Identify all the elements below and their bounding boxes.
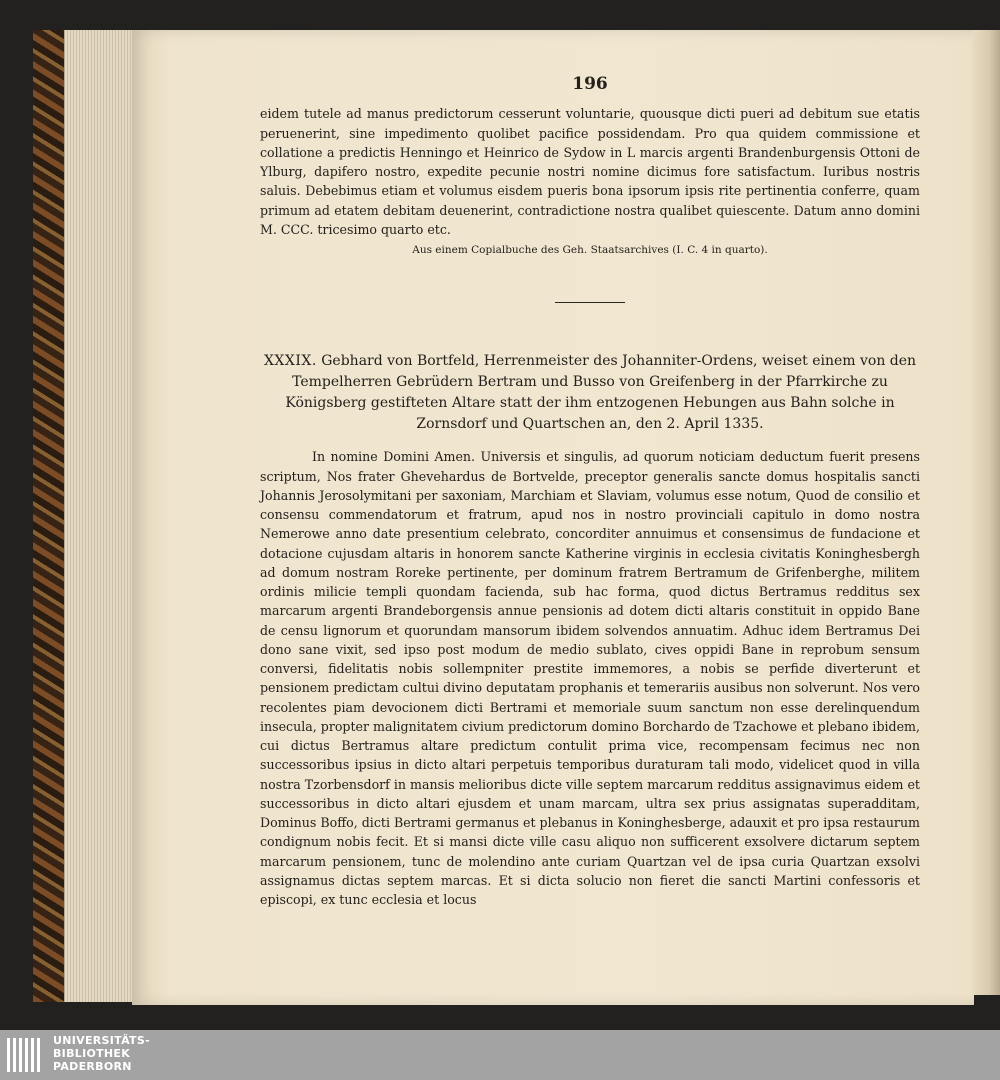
page-number: 196 [572,74,608,94]
paragraph-continued: eidem tutele ad manus predictorum cesserunt voluntarie, quousque dicti pueri ad debitum sue etatis peruenerint, sine impedimento quolibet pacifice possidendam. Pro qua quidem commissione et collatione a predictis Henningo et Heinrico de Sydow in L marcis argenti Brandenburgensis Ottoni de Ylburg, dapifero nostro, expedite pecunie nostri nomine dicimus fore satisfactum. Iuribus nostris saluis. Debebimus etiam et volumus eisdem pueris bona ipsorum ipsis rite pertinentia conferre, quam primum ad etatem debitam deuenerint, contradictione nostra qualibet quiescente. Datum anno domini M. CCC. tricesimo quarto etc. [260,106,920,237]
document-number: XXXIX. [263,353,317,370]
source-note: Aus einem Copialbuche des Geh. Staatsarchives (I. C. 4 in quarto). [412,244,768,256]
library-name-line-3: PADERBORN [53,1060,132,1073]
document-heading [260,351,920,435]
library-footer-bar [0,1030,1000,1080]
library-name-line-1: UNIVERSITÄTS- [53,1034,150,1047]
university-library-name [53,1034,150,1073]
library-name-line-2: BIBLIOTHEK [53,1047,131,1060]
document-heading-text: Gebhard von Bortfeld, Herrenmeister des Johanniter-Ordens, weiset einem von den Tempelherren Gebrüdern Bertram und Busso von Greifenberg in der Pfarrkirche zu Königsberg gestifteten Altare statt der ihm entzogenen Hebungen aus Bahn solche in Zornsdorf und Quartschen an, den 2. April 1335. [285,353,917,433]
section-divider [555,302,625,303]
university-logo-icon [4,1034,46,1076]
page-content [260,75,920,909]
right-page-edge [972,30,1000,995]
document-body: In nomine Domini Amen. Universis et singulis, ad quorum noticiam deductum fuerit presens scriptum, Nos frater Ghevehardus de Bortvelde, preceptor generalis sancte domus hospitalis sancti Johannis Jerosolymitani per saxoniam, Marchiam et Slaviam, volumus esse notum, Quod de consilio et consensu commendatorum et fratrum, apud nos in nostro provinciali capitulo in domo nostra Nemerowe anno date presentium celebrato, concorditer annuimus et consensimus de fundacione et dotacione cujusdam altaris in honorem sancte Katherine virginis in ecclesia civitatis Koninghesbergh ad domum nostram Roreke pertinente, per dominum fratrem Bertramum de Grifenberghe, militem ordinis milicie templi quondam facienda, sub hac forma, quod dictus Bertramus redditus sex marcarum argenti Brandeborgensis annue pensionis ad dotem dicti altaris constituit in oppido Bane de censu lignorum et quorundam mansorum ibidem solvendos annuatim. Adhuc idem Bertramus Dei dono sane vixit, sed ipso post modum de medio sublato, cives oppidi Bane in reprobum sensum conversi, fidelitatis nobis sollempniter prestite immemores, a nobis se perfide diverterunt et pensionem predictam cultui divino deputatam prophanis et temerariis ausibus non solverunt. Nos vero recolentes piam devocionem dicti Bertrami et memoriale suum sanctum non esse derelinquendum insecula, propter malignitatem civium predictorum domino Borchardo de Tzachowe et plebano ibidem, cui dictus Bertramus altare predictum contulit prima vice, recompensam fecimus nec non successoribus ipsius in dicto altari perpetuis temporibus duraturam tali modo, videlicet quod in villa nostra Tzorbensdorf in mansis melioribus dicte ville septem marcarum redditus assignavimus eidem et successoribus in dicto altari ejusdem et unam marcam, ultra sex prius assignatas superadditam, Dominus Boffo, dicti Bertrami germanus et plebanus in Koninghesberge, adauxit et pro ipsa restaurum condignum nobis fecit. Et si mansi dicte ville casu aliquo non sufficerent exsolvere dictarum septem marcarum pensionem, tunc de molendino ante curiam Quartzan vel de ipsa curia Quartzan exsolvi assignamus dictas septem marcas. Et si dicta solucio non fieret die sancti Martini confessoris et episcopi, ex tunc ecclesia et locus [260,449,920,907]
page-stack-edge [64,30,135,1002]
